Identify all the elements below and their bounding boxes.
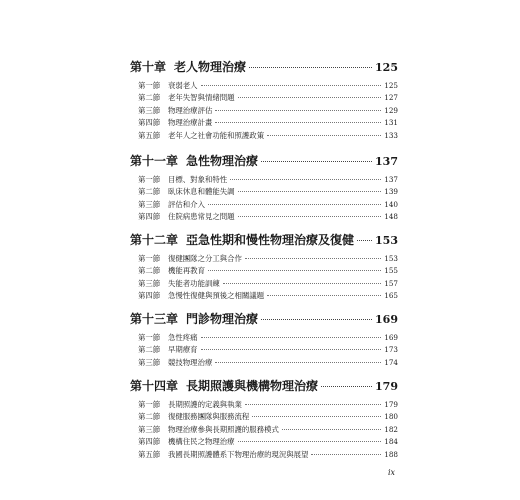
dot-leader xyxy=(267,295,381,296)
section-number: 第三節 xyxy=(138,105,161,115)
section-entry xyxy=(138,265,398,277)
chapter-block xyxy=(130,152,398,224)
section-number: 第三節 xyxy=(138,278,161,288)
chapter-heading xyxy=(130,377,398,393)
section-page: 180 xyxy=(384,412,398,422)
dot-leader xyxy=(261,161,372,162)
chapter-page: 169 xyxy=(375,313,398,326)
dot-leader xyxy=(245,404,381,405)
section-title: 目標、對象和特性 xyxy=(168,175,228,184)
dot-leader xyxy=(238,97,381,98)
dot-leader xyxy=(282,429,381,430)
dot-leader xyxy=(208,270,381,271)
section-page: 125 xyxy=(384,81,398,90)
section-title: 評估和介入 xyxy=(168,199,205,209)
dot-leader xyxy=(311,454,381,455)
dot-leader xyxy=(238,191,381,192)
section-page: 133 xyxy=(384,130,398,140)
section-page: 174 xyxy=(384,357,398,367)
section-number: 第四節 xyxy=(138,118,161,128)
section-number: 第四節 xyxy=(138,437,161,447)
dot-leader xyxy=(238,441,381,442)
dot-leader xyxy=(321,386,372,387)
section-page: 169 xyxy=(384,333,398,342)
section-list xyxy=(130,399,398,461)
section-page: 153 xyxy=(384,254,398,263)
section-page: 148 xyxy=(384,212,398,222)
section-title: 長期照護的定義與執業 xyxy=(168,400,242,409)
section-number: 第一節 xyxy=(138,175,161,184)
section-entry xyxy=(138,117,398,129)
section-page: 157 xyxy=(384,278,398,288)
section-page: 184 xyxy=(384,437,398,447)
section-number: 第一節 xyxy=(138,81,161,90)
dot-leader xyxy=(208,204,381,205)
section-number: 第二節 xyxy=(138,266,161,276)
section-list xyxy=(130,80,398,142)
section-title: 臥床休息和體能失調 xyxy=(168,187,235,197)
section-number: 第一節 xyxy=(138,400,161,409)
dot-leader xyxy=(245,258,381,259)
dot-leader xyxy=(215,122,381,123)
section-title: 物理治療計畫 xyxy=(168,118,213,128)
dot-leader xyxy=(215,110,381,111)
chapter-title: 亞急性期和慢性物理治療及復健 xyxy=(186,233,355,247)
chapter-heading xyxy=(130,58,398,74)
section-entry xyxy=(138,130,398,142)
chapter-number: 第十章 xyxy=(130,60,167,74)
chapter-block xyxy=(130,58,398,142)
section-page: 188 xyxy=(384,449,398,459)
section-title: 老年失智與情緒問題 xyxy=(168,93,235,103)
dot-leader xyxy=(357,240,372,241)
chapter-page: 137 xyxy=(375,155,398,168)
dot-leader xyxy=(261,319,372,320)
section-entry xyxy=(138,253,398,265)
section-title: 復健團隊之分工與合作 xyxy=(168,254,242,263)
section-entry xyxy=(138,357,398,369)
chapter-heading xyxy=(130,152,398,168)
section-number: 第三節 xyxy=(138,357,161,367)
section-page: 137 xyxy=(384,175,398,184)
chapter-number: 第十三章 xyxy=(130,312,179,326)
dot-leader xyxy=(201,85,381,86)
section-entry xyxy=(138,199,398,211)
section-number: 第二節 xyxy=(138,345,161,355)
section-title: 早期療育 xyxy=(168,345,198,355)
section-entry xyxy=(138,290,398,302)
section-entry xyxy=(138,92,398,104)
section-title: 急慢性復健與預後之相關議題 xyxy=(168,291,265,301)
dot-leader xyxy=(230,179,381,180)
section-title: 衰弱老人 xyxy=(168,81,198,90)
section-entry xyxy=(138,211,398,223)
chapter-number: 第十二章 xyxy=(130,233,179,247)
section-title: 機能再教育 xyxy=(168,266,205,276)
section-number: 第一節 xyxy=(138,333,161,342)
section-title: 老年人之社會功能和照護政策 xyxy=(168,130,265,140)
dot-leader xyxy=(238,216,381,217)
dot-leader xyxy=(249,67,372,68)
section-page: 182 xyxy=(384,424,398,434)
chapter-title: 門診物理治療 xyxy=(186,312,259,326)
section-list xyxy=(130,174,398,224)
chapter-number: 第十四章 xyxy=(130,379,179,393)
section-page: 179 xyxy=(384,400,398,409)
section-page: 129 xyxy=(384,105,398,115)
section-page: 139 xyxy=(384,187,398,197)
page-folio: ix xyxy=(388,468,396,477)
section-number: 第三節 xyxy=(138,424,161,434)
chapter-page: 125 xyxy=(375,61,398,74)
section-number: 第二節 xyxy=(138,187,161,197)
section-number: 第二節 xyxy=(138,93,161,103)
section-title: 住院病患常見之問題 xyxy=(168,212,235,222)
section-page: 173 xyxy=(384,345,398,355)
section-title: 我國長期照護體系下物理治療的現況與展望 xyxy=(168,449,309,459)
section-title: 復健服務團隊與服務流程 xyxy=(168,412,250,422)
section-page: 140 xyxy=(384,199,398,209)
section-list xyxy=(130,332,398,369)
section-number: 第四節 xyxy=(138,212,161,222)
chapter-title: 長期照護與機構物理治療 xyxy=(186,379,319,393)
section-title: 急性疼痛 xyxy=(168,333,198,342)
dot-leader xyxy=(267,135,381,136)
section-entry xyxy=(138,436,398,448)
section-entry xyxy=(138,449,398,461)
section-title: 機構住民之物理治療 xyxy=(168,437,235,447)
dot-leader xyxy=(252,416,381,417)
chapter-title: 老人物理治療 xyxy=(174,60,247,74)
section-number: 第一節 xyxy=(138,254,161,263)
section-page: 127 xyxy=(384,93,398,103)
dot-leader xyxy=(215,362,381,363)
section-entry xyxy=(138,174,398,186)
section-entry xyxy=(138,278,398,290)
section-title: 競技物理治療 xyxy=(168,357,213,367)
chapter-heading xyxy=(130,310,398,326)
section-entry xyxy=(138,332,398,344)
chapter-number: 第十一章 xyxy=(130,154,179,168)
chapter-page: 153 xyxy=(375,234,398,247)
section-entry xyxy=(138,186,398,198)
dot-leader xyxy=(223,283,381,284)
section-number: 第三節 xyxy=(138,199,161,209)
section-title: 失能者功能訓練 xyxy=(168,278,220,288)
chapter-block xyxy=(130,231,398,303)
section-list xyxy=(130,253,398,303)
section-entry xyxy=(138,80,398,92)
section-title: 物理治療參與長期照護的服務模式 xyxy=(168,424,279,434)
chapter-page: 179 xyxy=(375,380,398,393)
section-entry xyxy=(138,399,398,411)
section-page: 165 xyxy=(384,291,398,301)
section-title: 物理治療評估 xyxy=(168,105,213,115)
section-number: 第二節 xyxy=(138,412,161,422)
dot-leader xyxy=(201,349,381,350)
section-entry xyxy=(138,424,398,436)
section-entry xyxy=(138,344,398,356)
section-page: 131 xyxy=(384,118,398,128)
section-entry xyxy=(138,411,398,423)
section-entry xyxy=(138,105,398,117)
section-number: 第四節 xyxy=(138,291,161,301)
dot-leader xyxy=(201,337,381,338)
chapter-block xyxy=(130,377,398,461)
chapter-title: 急性物理治療 xyxy=(186,154,259,168)
section-page: 155 xyxy=(384,266,398,276)
chapter-block xyxy=(130,310,398,369)
section-number: 第五節 xyxy=(138,130,161,140)
section-number: 第五節 xyxy=(138,449,161,459)
chapter-heading xyxy=(130,231,398,247)
